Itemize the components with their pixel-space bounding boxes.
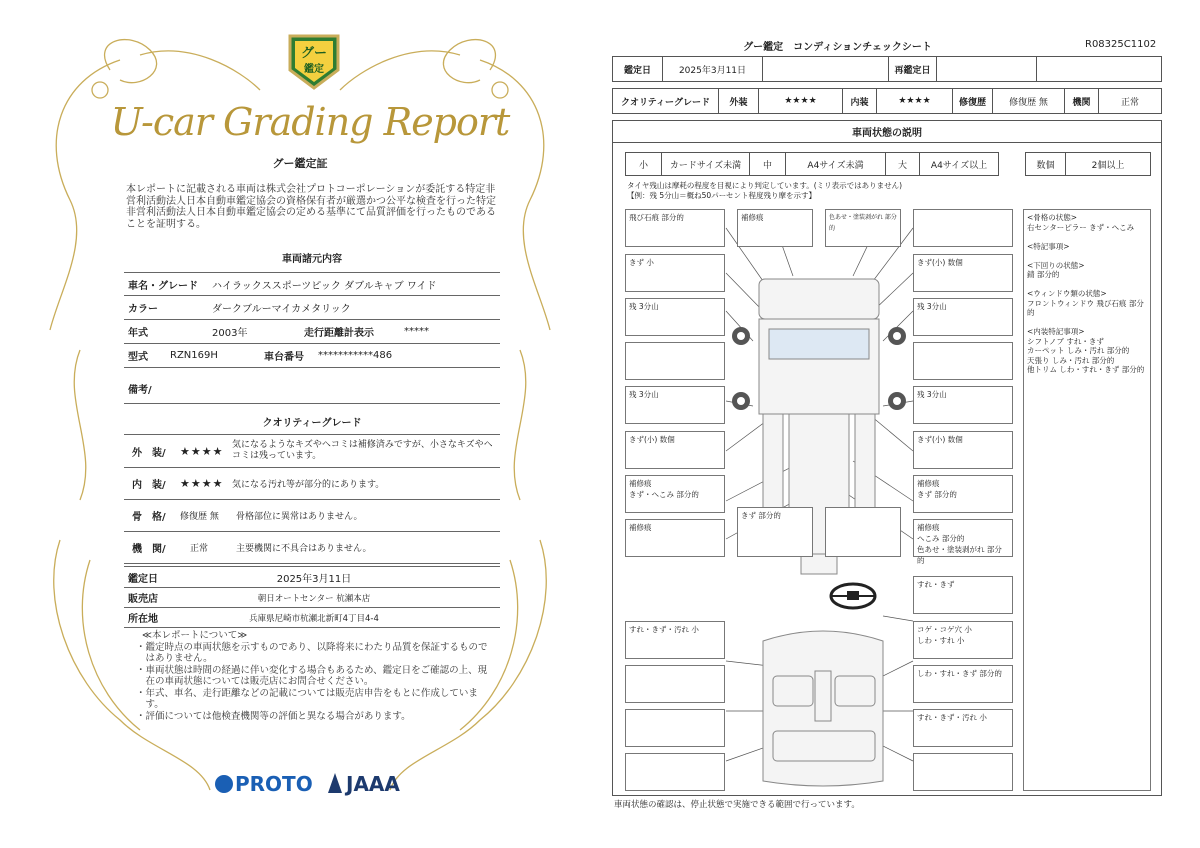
chassis-value: ***********486 — [318, 350, 393, 361]
int-stars: ★★★★ — [877, 89, 953, 113]
address-label: 所在地 — [128, 614, 158, 625]
notes-title: ≪本レポートについて≫ — [142, 630, 248, 641]
name-label: 車名・グレード — [128, 280, 198, 292]
exterior-text: 気になるようなキズやヘコミは補修済みですが、小さなキズやヘコミは残っています。 — [232, 440, 493, 461]
engine-value: 正常 — [1120, 97, 1139, 108]
shop-value: 朝日オートセンター 杭瀬本店 — [257, 593, 371, 604]
left-box-4 — [625, 342, 725, 380]
report-notes: ≪本レポートについて≫ ・ 鑑定時点の車両状態を示すものであり、以降将来にわたり品質を保証するものではありません。 ・ 車両状態は時間の経過に伴い変化する場合もあるため、鑑定日をご確認の上、現在の車両状態については販売店にお問合せください。 ・ 年式、車名、走行距離などの記載については販売店申告をもとに作成しています。 ・ 評価については他検査機関等の評価と異なる場合があります。 — [136, 630, 496, 722]
recheck-label: 再鑑定日 — [889, 57, 937, 81]
ext-label: 外装 — [719, 89, 759, 113]
interior-right-box-3: すれ・きず・汚れ 小 — [913, 709, 1013, 747]
shop-label: 販売店 — [128, 594, 158, 605]
repair-value: 修復歴 無 — [993, 89, 1065, 113]
steering-box: すれ・きず — [913, 576, 1013, 614]
frame-text: 骨格部位に異常はありません。 — [236, 512, 363, 522]
shop-row — [124, 588, 500, 608]
left-box-7: 補修痕 きず・へこみ 部分的 — [625, 475, 725, 513]
interior-label: 内 装/ — [132, 480, 166, 491]
vehicle-condition-panel — [612, 120, 1162, 796]
sheet-title: グー鑑定 コンディションチェックシート — [743, 42, 932, 53]
interior-text: 気になる汚れ等が部分的にあります。 — [232, 480, 385, 490]
count-legend — [1025, 152, 1151, 176]
year-label: 年式 — [128, 328, 148, 339]
size-mid-def: A4サイズ未満 — [786, 153, 886, 175]
year-row — [124, 320, 500, 344]
address-row — [124, 608, 500, 628]
repair-label: 修復歴 — [953, 89, 993, 113]
exterior-row — [124, 434, 500, 468]
tire-note-1: タイヤ残山は摩耗の程度を目視により判定しています。(ミリ表示ではありません) — [627, 181, 903, 190]
steering-wheel-icon — [831, 584, 875, 608]
sheet-code: R08325C1102 — [1085, 39, 1157, 50]
interior-left-box-1: すれ・きず・汚れ 小 — [625, 621, 725, 659]
engine-value: 正常 — [190, 544, 209, 554]
size-legend — [625, 152, 999, 176]
right-box-8: 補修痕 へこみ 部分的 色あせ・塗装剥がれ 部分的 — [913, 519, 1013, 557]
frame-row — [124, 500, 500, 532]
left-box-6: きず(小) 数個 — [625, 431, 725, 469]
badge-bottom-text: 鑑定 — [304, 64, 324, 75]
jaaa-logo-text: JAAA — [346, 772, 400, 796]
badge-top-text: グー — [300, 46, 327, 61]
size-mid: 中 — [750, 153, 786, 175]
frame-label: 骨 格/ — [132, 512, 166, 523]
year-value: 2003年 — [212, 328, 248, 339]
left-box-1: 飛び石痕 部分的 — [625, 209, 725, 247]
engine-label: 機 関/ — [132, 544, 166, 555]
exterior-label: 外 装/ — [132, 447, 166, 459]
interior-right-box-1: コゲ・コゲ穴 小 しわ・すれ 小 — [913, 621, 1013, 659]
model-label: 型式 — [128, 352, 148, 363]
bottom-box-1: きず 部分的 — [737, 507, 813, 557]
color-value: ダークブルーマイカメタリック — [212, 304, 351, 315]
mileage-label: 走行距離計表示 — [304, 328, 374, 339]
date-value: 2025年3月11日 — [663, 57, 763, 81]
right-box-5: 残 3分山 — [913, 386, 1013, 424]
model-row — [124, 344, 500, 368]
frame-value: 修復歴 無 — [180, 512, 219, 522]
bottom-box-2 — [825, 507, 901, 557]
script-title: U-car Grading Report — [110, 100, 510, 144]
mileage-value: ***** — [404, 326, 429, 337]
date-row — [124, 566, 500, 588]
date-label: 鑑定日 — [613, 57, 663, 81]
right-box-4 — [913, 342, 1013, 380]
color-row — [124, 296, 500, 320]
count-def: 2個以上 — [1091, 160, 1125, 171]
note-item: 鑑定時点の車両状態を示すものであり、以降将来にわたり品質を保証するものではありません。 — [145, 641, 488, 664]
certificate-body: 本レポートに記載される車両は株式会社プロトコーポレーションが委託する特定非営利活動法人日本自動車鑑定協会の資格保有者が厳選かつ公平な検査を行った特定非営利活動法人日本自動車鑑定協会の定める基準にて品質評価を行ったものであることを証明する。 — [126, 184, 496, 230]
certificate-title: グー鑑定証 — [272, 157, 328, 170]
right-box-3: 残 3分山 — [913, 298, 1013, 336]
interior-left-box-4 — [625, 753, 725, 791]
name-value: ハイラックススポーツピック ダブルキャブ ワイド — [212, 280, 437, 292]
qg-label: クオリティーグレード — [613, 89, 719, 113]
engine-row — [124, 532, 500, 564]
note-item: 年式、車名、走行距離などの記載については販売店申告をもとに作成しています。 — [145, 687, 478, 710]
left-box-5: 残 3分山 — [625, 386, 725, 424]
size-small-def: カードサイズ未満 — [662, 153, 750, 175]
grade-table — [612, 88, 1162, 114]
note-item: 評価については他検査機関等の評価と異なる場合があります。 — [145, 710, 411, 722]
interior-stars: ★★★★ — [180, 477, 224, 490]
right-box-2: きず(小) 数個 — [913, 254, 1013, 292]
remarks-row — [124, 374, 500, 404]
interior-right-box-2: しわ・すれ・きず 部分的 — [913, 665, 1013, 703]
interior-left-box-2 — [625, 665, 725, 703]
goo-kantei-badge — [286, 32, 342, 90]
desc-header: 車両状態の説明 — [613, 121, 1161, 143]
ext-stars: ★★★★ — [759, 89, 843, 113]
size-small: 小 — [626, 153, 662, 175]
jaaa-logo — [328, 772, 400, 796]
left-box-3: 残 3分山 — [625, 298, 725, 336]
size-large-def: A4サイズ以上 — [930, 160, 988, 171]
engine-label: 機関 — [1065, 89, 1099, 113]
top-box-3 — [913, 209, 1013, 247]
int-label: 内装 — [843, 89, 877, 113]
interior-right-box-4 — [913, 753, 1013, 791]
chassis-label: 車台番号 — [264, 352, 304, 363]
right-box-6: きず(小) 数個 — [913, 431, 1013, 469]
model-value: RZN169H — [170, 350, 218, 361]
note-item: 車両状態は時間の経過に伴い変化する場合もあるため、鑑定日をご確認の上、現在の車両状態については販売店にお問合せください。 — [145, 664, 488, 687]
top-box-1: 補修痕 — [737, 209, 813, 247]
date-label: 鑑定日 — [128, 573, 158, 585]
proto-logo-text: PROTO — [235, 772, 313, 796]
remarks-label: 備考/ — [128, 385, 152, 396]
tire-note-2: 【例：残 5分山＝概ね50パーセント程度残り摩を示す】 — [627, 191, 817, 200]
address-value: 兵庫県尼崎市杭瀬北新町4丁目4-4 — [249, 613, 379, 624]
date-table — [612, 56, 1162, 82]
left-box-8: 補修痕 — [625, 519, 725, 557]
count-label: 数個 — [1026, 153, 1066, 175]
quality-header: クオリティーグレード — [262, 418, 362, 429]
size-large: 大 — [886, 153, 920, 175]
engine-text: 主要機関に不具合はありません。 — [236, 544, 372, 554]
interior-row — [124, 468, 500, 500]
footer-note: 車両状態の確認は、停止状態で実施できる範囲で行っています。 — [614, 800, 860, 810]
top-box-2: 色あせ・塗装剥がれ 部分的 — [825, 209, 901, 247]
side-notes: <骨格の状態> 右センターピラー きず・へこみ <特記事項> <下回りの状態> 錆 部分的 <ウィンドウ類の状態> フロントウィンドウ 飛び石痕 部分的 <内装特記事項> シフトノブ すれ・きず カーペット しみ・汚れ 部分的 天張り しみ・汚れ 部分的 他トリム しわ・すれ・きず 部分的 — [1023, 209, 1151, 791]
exterior-stars: ★★★★ — [180, 444, 224, 458]
condition-check-sheet — [600, 0, 1200, 848]
spec-header: 車両諸元内容 — [282, 254, 342, 265]
right-box-7: 補修痕 きず 部分的 — [913, 475, 1013, 513]
interior-left-box-3 — [625, 709, 725, 747]
date-value: 2025年3月11日 — [276, 573, 352, 585]
proto-logo — [215, 772, 313, 796]
name-row — [124, 272, 500, 296]
left-box-2: きず 小 — [625, 254, 725, 292]
color-label: カラー — [128, 304, 158, 315]
